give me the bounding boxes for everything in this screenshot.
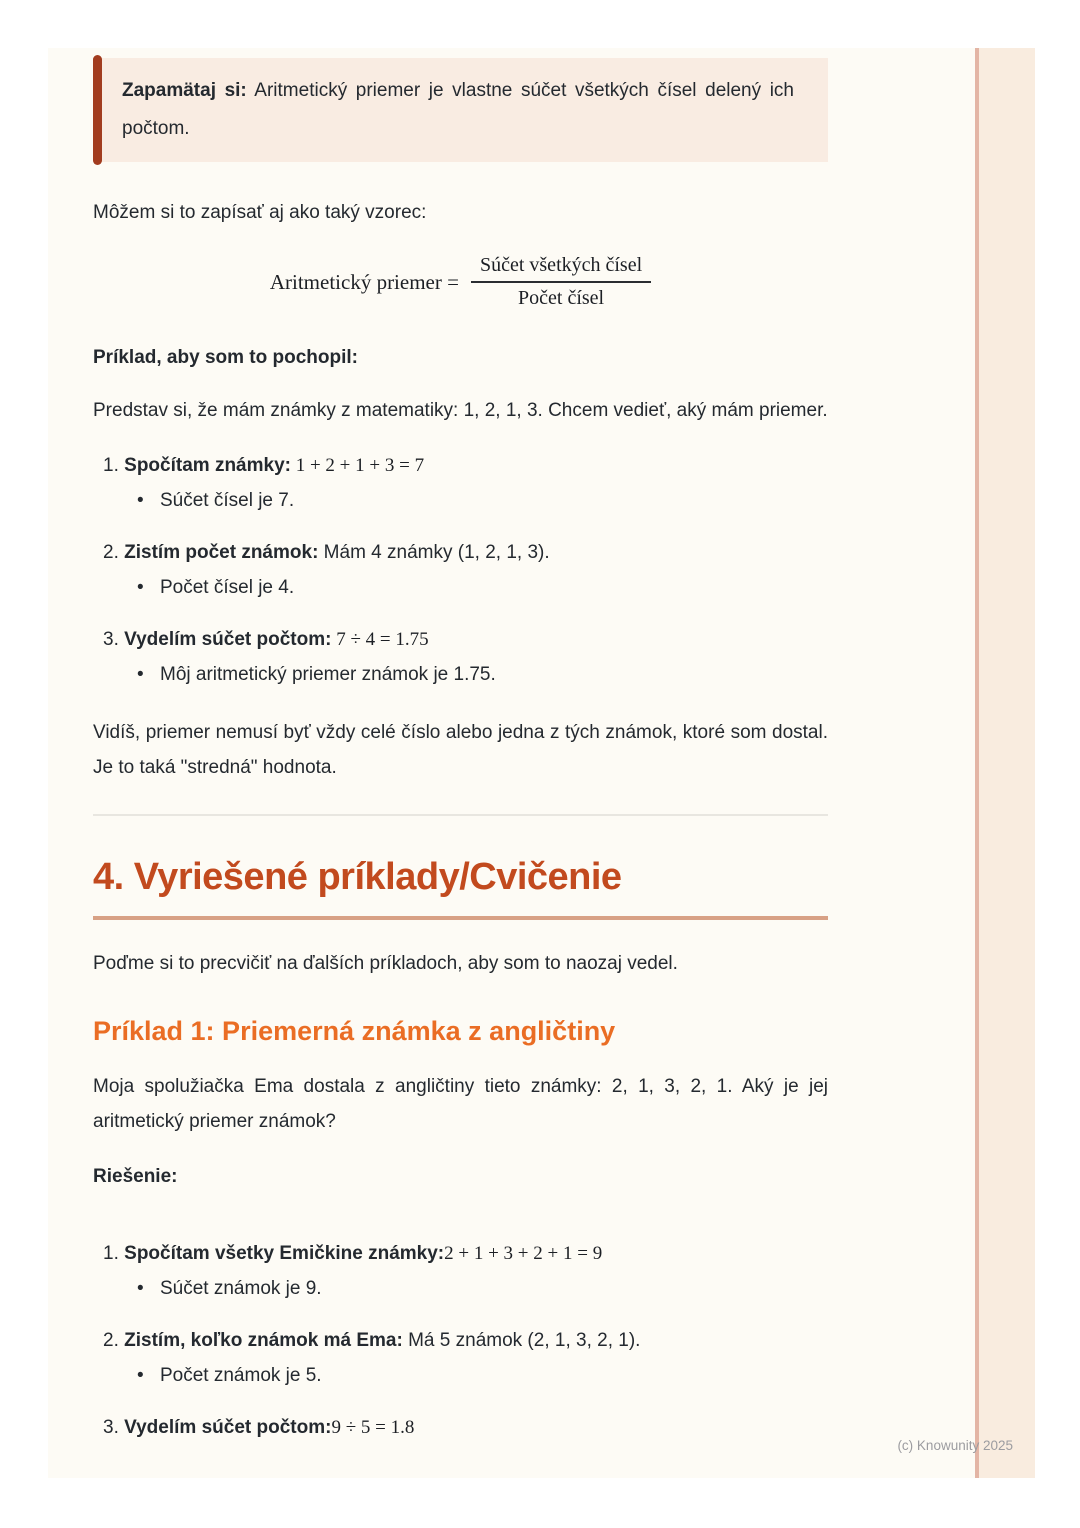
list-item	[103, 622, 828, 692]
step-label: Vydelím súčet počtom:	[124, 629, 332, 650]
sub-bullet: • Počet čísel je 4.	[137, 570, 828, 605]
sub-bullet: • Súčet čísel je 7.	[137, 483, 828, 518]
list-item	[103, 1410, 828, 1445]
example1-problem: Moja spolužiačka Ema dostala z angličtiny tieto známky: 2, 1, 3, 2, 1. Aký je jej aritmetický priemer známok?	[93, 1076, 828, 1132]
sub-bullet: • Súčet známok je 9.	[137, 1271, 828, 1306]
decorative-side-stripe	[975, 48, 1035, 1478]
callout-bold-label: Zapamätaj si:	[122, 80, 247, 101]
list-item	[103, 1323, 828, 1393]
arithmetic-mean-formula	[93, 254, 828, 310]
solution-steps-list	[93, 448, 828, 692]
example-intro-paragraph: Predstav si, že mám známky z matematiky: 1, 2, 1, 3. Chcem vedieť, aký mám priemer.	[93, 400, 828, 421]
section-title: 4. Vyriešené príklady/Cvičenie	[93, 850, 828, 920]
step-label: Spočítam známky:	[124, 455, 291, 476]
callout-text	[122, 72, 794, 148]
formula-numerator: Súčet všetkých čísel	[471, 254, 651, 283]
step-number: 3.	[103, 1417, 119, 1438]
step-number: 2.	[103, 542, 119, 563]
list-item	[103, 535, 828, 605]
sub-bullet-list	[103, 1358, 828, 1393]
formula-fraction	[471, 254, 651, 310]
step-number: 3.	[103, 629, 119, 650]
step-number: 1.	[103, 455, 119, 476]
step-math: 1 + 2 + 1 + 3 = 7	[290, 455, 425, 476]
example1-steps-list	[93, 1236, 828, 1445]
step-math: 2 + 1 + 3 + 2 + 1 = 9	[444, 1243, 603, 1264]
section-divider	[93, 814, 828, 816]
step-label: Vydelím súčet počtom:	[124, 1417, 332, 1438]
step-math: 9 ÷ 5 = 1.8	[331, 1417, 415, 1438]
sub-bullet-list	[103, 657, 828, 692]
step-label: Spočítam všetky Emičkine známky:	[124, 1243, 445, 1264]
sub-bullet: • Počet známok je 5.	[137, 1358, 828, 1393]
sub-bullet: • Môj aritmetický priemer známok je 1.75.	[137, 657, 828, 692]
sub-bullet-list	[103, 483, 828, 518]
step-text: Mám 4 známky (1, 2, 1, 3).	[318, 542, 550, 563]
step-label: Zistím počet známok:	[124, 542, 319, 563]
formula-lhs: Aritmetický priemer =	[269, 269, 459, 294]
list-item	[103, 448, 828, 518]
example1-title: Príklad 1: Priemerná známka z angličtiny	[93, 1016, 616, 1046]
section-intro-paragraph: Poďme si to precvičiť na ďalších príkladoch, aby som to naozaj vedel.	[93, 953, 678, 974]
step-number: 1.	[103, 1243, 119, 1264]
copyright-watermark: (c) Knowunity 2025	[897, 1438, 1013, 1453]
callout-body-text: Aritmetický priemer je vlastne súčet všetkých čísel delený ich počtom.	[122, 80, 794, 139]
closing-paragraph: Vidíš, priemer nemusí byť vždy celé číslo alebo jedna z tých známok, ktoré som dostal. Je to taká "stredná" hodnota.	[93, 722, 828, 778]
formula-lead-paragraph: Môžem si to zapísať aj ako taký vzorec:	[93, 202, 427, 223]
solution-label: Riešenie:	[93, 1166, 178, 1187]
formula-denominator: Počet čísel	[518, 287, 605, 309]
sub-bullet-list	[103, 570, 828, 605]
remember-callout	[93, 58, 828, 162]
document-page	[48, 48, 1035, 1478]
step-label: Zistím, koľko známok má Ema:	[124, 1330, 403, 1351]
step-text: Má 5 známok (2, 1, 3, 2, 1).	[402, 1330, 641, 1351]
sub-bullet-list	[103, 1271, 828, 1306]
page-content	[93, 48, 828, 1445]
example-heading: Príklad, aby som to pochopil:	[93, 347, 358, 368]
step-number: 2.	[103, 1330, 119, 1351]
step-math: 7 ÷ 4 = 1.75	[331, 629, 429, 650]
list-item	[103, 1236, 828, 1306]
